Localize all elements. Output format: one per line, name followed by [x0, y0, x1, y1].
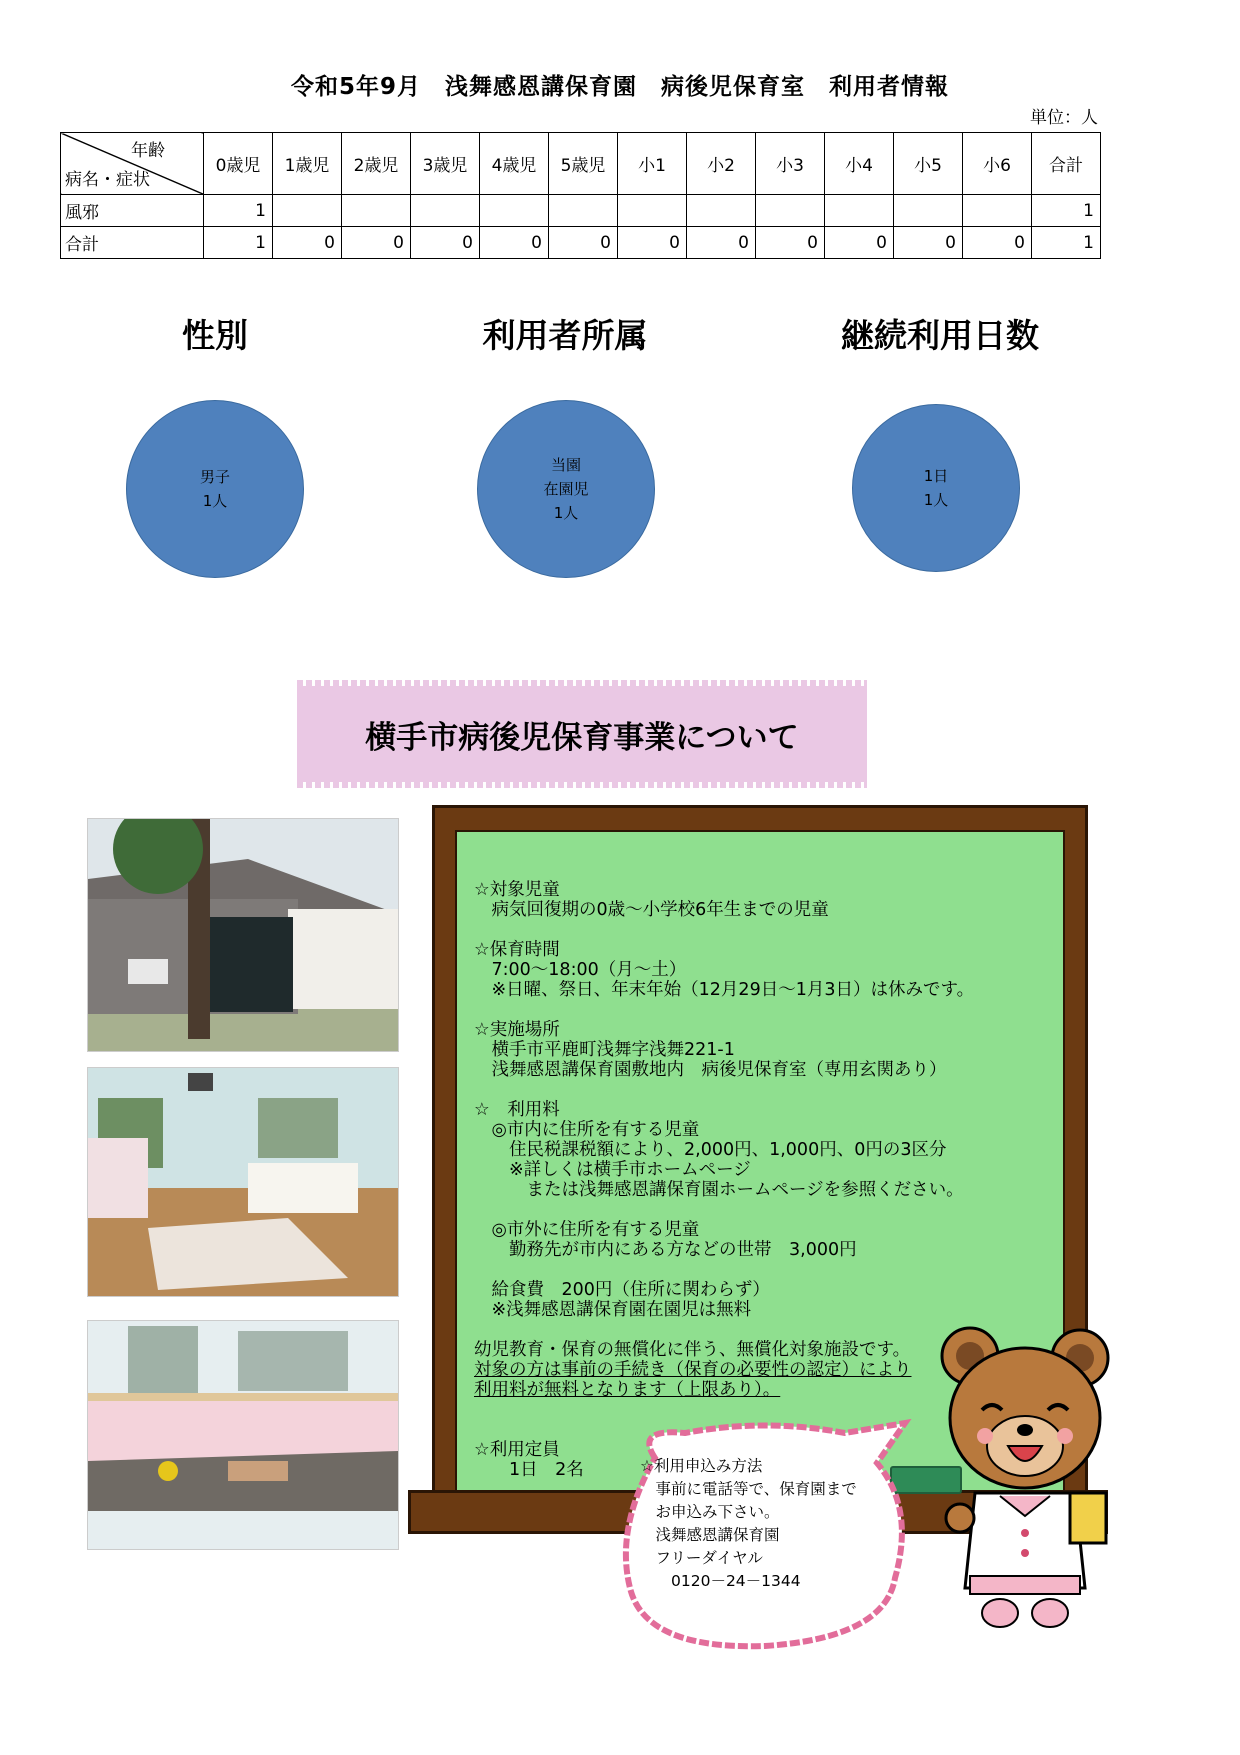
pie-label: 当園: [550, 456, 581, 474]
pie-value: 1人: [202, 492, 228, 510]
capacity-text: 1日 2名: [474, 1460, 584, 1480]
fee-note: または浅舞感恩講保育園ホームページを参照ください。: [474, 1180, 964, 1200]
page-title: 令和5年9月 浅舞感恩講保育園 病後児保育室 利用者情報: [290, 74, 949, 100]
fee-nonresident-heading: ◎市外に住所を有する児童: [474, 1220, 700, 1240]
freedial-label: フリーダイヤル: [640, 1549, 763, 1567]
col-header: 小6: [963, 133, 1032, 195]
table-cell: 0: [480, 227, 549, 259]
banner-title: 横手市病後児保育事業について: [365, 719, 799, 756]
pie-label: 1日: [923, 467, 949, 485]
application-text: 事前に電話等で、保育園まで: [640, 1480, 857, 1498]
pie-label: 男子: [199, 468, 230, 486]
col-header: 5歳児: [549, 133, 618, 195]
place-heading: ☆実施場所: [474, 1020, 560, 1040]
table-header-row: [61, 133, 1101, 195]
table-cell: 1: [1032, 227, 1101, 259]
table-cell: 1: [1032, 195, 1101, 227]
pie-label: 在園児: [543, 480, 589, 498]
fee-nonresident-text: 勤務先が市内にある方などの世帯 3,000円: [474, 1240, 857, 1260]
table-cell: 0: [687, 227, 756, 259]
table-cell: 0: [342, 227, 411, 259]
table-cell: [756, 195, 825, 227]
col-header: 小4: [825, 133, 894, 195]
meal-fee-note: ※浅舞感恩講保育園在園児は無料: [474, 1300, 752, 1320]
table-cell: 1: [204, 227, 273, 259]
table-cell: 0: [825, 227, 894, 259]
table-cell: 0: [894, 227, 963, 259]
col-header: 2歳児: [342, 133, 411, 195]
table-cell: [480, 195, 549, 227]
building-photo: [87, 818, 399, 1052]
col-header: 4歳児: [480, 133, 549, 195]
application-heading: ☆利用申込み方法: [640, 1457, 763, 1475]
pie-value: 1人: [553, 504, 579, 522]
table-cell: 0: [549, 227, 618, 259]
target-heading: ☆対象児童: [474, 880, 560, 900]
col-header: 1歳児: [273, 133, 342, 195]
col-header: 3歳児: [411, 133, 480, 195]
table-cell: 0: [273, 227, 342, 259]
table-cell: [549, 195, 618, 227]
table-cell: 0: [618, 227, 687, 259]
address-text: 横手市平鹿町浅舞字浅舞221-1: [474, 1040, 735, 1060]
col-header: 0歳児: [204, 133, 273, 195]
affiliation-heading: 利用者所属: [482, 316, 648, 355]
capacity-heading: ☆利用定員: [474, 1440, 560, 1460]
target-text: 病気回復期の0歳～小学校6年生までの児童: [474, 900, 829, 920]
fee-resident-heading: ◎市内に住所を有する児童: [474, 1120, 700, 1140]
hours-text: 7:00～18:00（月～土）: [474, 960, 687, 980]
table-cell: [825, 195, 894, 227]
table-corner-header: [61, 133, 204, 195]
unit-label: 単位：人: [1030, 108, 1098, 128]
nursery-name: 浅舞感恩講保育園: [640, 1526, 780, 1544]
col-header: 小3: [756, 133, 825, 195]
table-cell: [342, 195, 411, 227]
table-cell: 0: [411, 227, 480, 259]
bear-mascot-icon: [930, 1318, 1120, 1638]
room-photo-1: [87, 1067, 399, 1297]
room-photo-2: [87, 1320, 399, 1550]
phone-number: 0120－24－1344: [640, 1572, 801, 1590]
table-cell: [687, 195, 756, 227]
days-pie: [852, 404, 1020, 572]
table-row: [61, 227, 1101, 259]
free-text: 幼児教育・保育の無償化に伴う、無償化対象施設です。: [474, 1340, 911, 1360]
location-text: 浅舞感恩講保育園敷地内 病後児保育室（専用玄関あり）: [474, 1060, 947, 1080]
corner-illness-label: 病名・症状: [65, 170, 150, 190]
table-cell: [963, 195, 1032, 227]
table-cell: [894, 195, 963, 227]
usage-table: [60, 132, 1101, 259]
free-text: 利用料が無料となります（上限あり）。: [474, 1380, 781, 1400]
table-cell: 1: [204, 195, 273, 227]
free-text: 対象の方は事前の手続き（保育の必要性の認定）により: [474, 1360, 912, 1380]
row-label: 風邪: [61, 195, 204, 227]
table-cell: [618, 195, 687, 227]
corner-age-label: 年齢: [131, 141, 165, 161]
row-label: 合計: [61, 227, 204, 259]
table-row: [61, 195, 1101, 227]
col-header: 合計: [1032, 133, 1101, 195]
col-header: 小2: [687, 133, 756, 195]
fee-note: ※詳しくは横手市ホームページ: [474, 1160, 751, 1180]
affiliation-pie: [477, 400, 655, 578]
program-info: [474, 880, 974, 1480]
gender-heading: 性別: [182, 316, 248, 355]
meal-fee-text: 給食費 200円（住所に関わらず）: [474, 1280, 770, 1300]
table-cell: [411, 195, 480, 227]
fee-heading: ☆ 利用料: [474, 1100, 560, 1120]
col-header: 小1: [618, 133, 687, 195]
application-text: お申込み下さい。: [640, 1503, 780, 1521]
table-cell: [273, 195, 342, 227]
gender-pie: [126, 400, 304, 578]
fee-resident-text: 住民税課税額により、2,000円、1,000円、0円の3区分: [474, 1140, 947, 1160]
col-header: 小5: [894, 133, 963, 195]
pie-value: 1人: [923, 491, 949, 509]
table-cell: 0: [756, 227, 825, 259]
days-heading: 継続利用日数: [841, 316, 1039, 355]
table-cell: 0: [963, 227, 1032, 259]
holiday-text: ※日曜、祭日、年末年始（12月29日～1月3日）は休みです。: [474, 980, 975, 1000]
hours-heading: ☆保育時間: [474, 940, 560, 960]
application-info: [640, 1455, 857, 1593]
